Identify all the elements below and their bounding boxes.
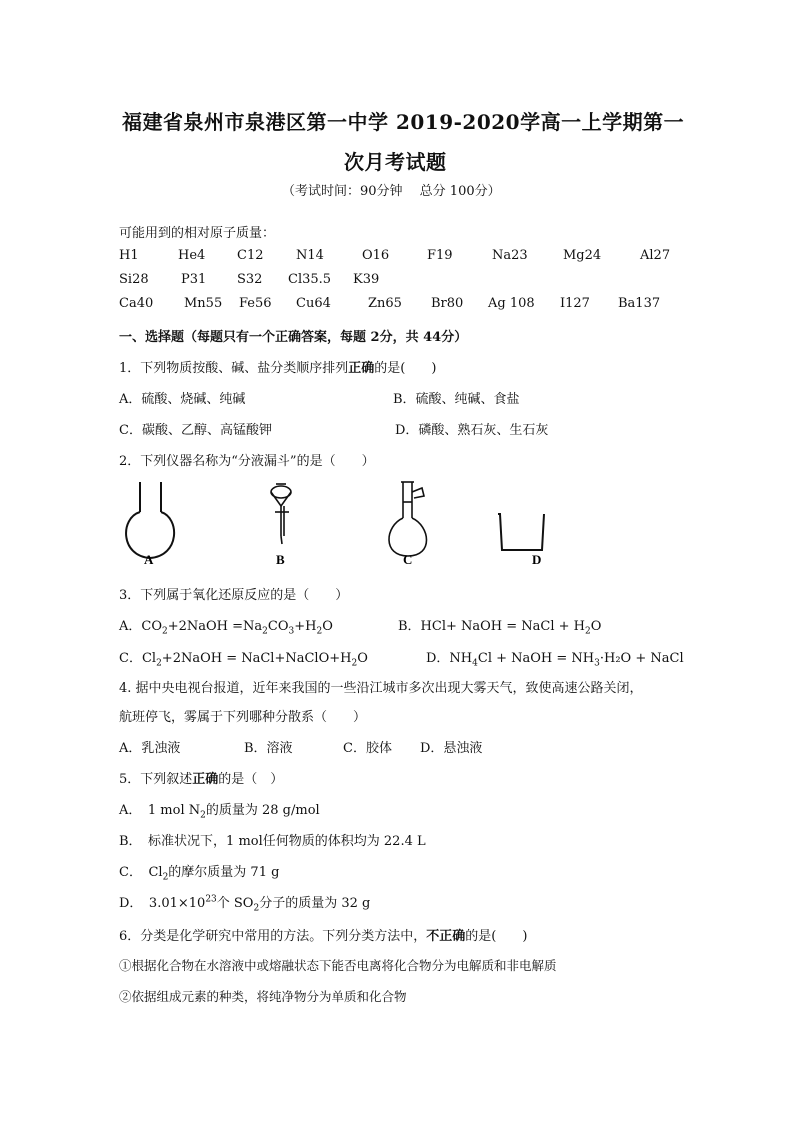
formula-text: O: [322, 619, 333, 634]
beaker-icon: [498, 514, 544, 550]
formula-text: +2NaOH =Na: [167, 619, 263, 634]
subscript: 2: [585, 626, 591, 637]
stem-text: 的是( ): [465, 929, 528, 944]
subscript: 2: [156, 658, 162, 669]
q1-option-a: A．硫酸、烧碱、纯碱: [119, 392, 246, 407]
q3-option-b: [398, 615, 601, 637]
q3-option-a: [119, 615, 333, 637]
q5-option-c: [119, 861, 279, 883]
formula-text: +2NaOH = NaCl+NaClO+H: [161, 651, 352, 666]
q5-option-d: [119, 892, 370, 914]
q3-option-c: [119, 647, 368, 669]
atomic-mass: O16: [362, 248, 390, 263]
q4-option-a: A．乳浊液: [119, 741, 181, 756]
stem-text: 6．分类是化学研究中常用的方法。下列分类方法中，: [119, 929, 427, 944]
question-1-stem: [119, 357, 436, 376]
atomic-mass: Zn65: [368, 296, 402, 311]
volumetric-flask-icon: [389, 482, 427, 556]
q4-option-d: D．悬浊液: [420, 741, 483, 756]
atomic-mass: I127: [560, 296, 590, 311]
q5-option-a: [119, 799, 320, 821]
formula-text: Cl + NaOH = NH: [477, 651, 595, 666]
formula-text: O: [590, 619, 602, 634]
option-text: 的摩尔质量为 71 g: [168, 865, 280, 880]
q4-option-c: C．胶体: [343, 741, 392, 756]
subscript: 2: [316, 626, 323, 637]
formula-text: B．HCl+ NaOH = NaCl + H: [398, 619, 586, 634]
round-bottom-flask-icon: [126, 482, 174, 558]
subscript: 2: [253, 903, 260, 914]
option-text: 个 SO: [216, 896, 254, 911]
subscript: 3: [288, 626, 295, 637]
question-3-stem: 3．下列属于氧化还原反应的是（ ）: [119, 588, 349, 603]
subscript: 2: [200, 810, 206, 821]
q3-option-d: [426, 647, 684, 669]
stem-text: 的是（ ）: [218, 772, 284, 787]
stem-text: 1．下列物质按酸、碱、盐分类顺序排列: [119, 361, 349, 376]
q6-statement-1: ①根据化合物在水溶液中或熔融状态下能否电离将化合物分为电解质和非电解质: [119, 958, 557, 973]
question-2-stem: 2．下列仪器名称为“分液漏斗”的是（ ）: [119, 454, 375, 469]
formula-text: D．NH: [426, 651, 473, 666]
atomic-mass: Si28: [119, 272, 149, 287]
atomic-mass: Ag 108: [488, 296, 535, 311]
q4-option-b: B．溶液: [244, 741, 293, 756]
atomic-mass: K39: [353, 272, 380, 287]
atomic-mass: P31: [181, 272, 207, 287]
formula-text: O: [357, 651, 368, 666]
subscript: 3: [594, 658, 600, 669]
option-text: 分子的质量为 32 g: [259, 896, 371, 911]
q5-option-b: B． 标准状况下，1 mol任何物质的体积均为 22.4 L: [119, 834, 426, 849]
stem-text: 5．下列叙述: [119, 772, 193, 787]
subscript: 4: [472, 658, 478, 669]
superscript: 23: [205, 894, 217, 905]
atomic-mass: Al27: [640, 248, 671, 263]
subscript: 2: [162, 626, 168, 637]
question-5-stem: [119, 768, 283, 787]
apparatus-label-a: A: [144, 552, 154, 567]
formula-text: A．CO: [119, 619, 162, 634]
atomic-mass: Fe56: [239, 296, 272, 311]
subscript: 2: [262, 626, 268, 637]
formula-text: C．Cl: [119, 651, 157, 666]
apparatus-label-b: B: [276, 552, 285, 567]
question-4-stem-line1: 4. 据中央电视台报道，近年来我国的一些沿江城市多次出现大雾天气，致使高速公路关闭，: [119, 681, 643, 696]
atomic-mass: N14: [296, 248, 324, 263]
formula-text: ·H₂O + NaCl: [599, 651, 684, 666]
apparatus-label-c: C: [403, 552, 413, 567]
q1-option-d: D．磷酸、熟石灰、生石灰: [395, 423, 549, 438]
page-title: 福建省泉州市泉港区第一中学 2019-2020学高一上学期第一: [122, 110, 685, 134]
formula-text: +H: [294, 619, 317, 634]
atomic-mass: Mg24: [563, 248, 602, 263]
page-title-line2: 次月考试题: [344, 150, 447, 174]
atomic-mass: Ba137: [618, 296, 661, 311]
atomic-mass: F19: [427, 248, 453, 263]
stem-emphasis: 正确: [348, 361, 375, 376]
option-text: D． 3.01×10: [119, 896, 206, 911]
atomic-mass: Na23: [492, 248, 528, 263]
atomic-mass: H1: [119, 248, 139, 263]
option-text: A． 1 mol N: [119, 803, 201, 818]
atomic-mass: Mn55: [184, 296, 223, 311]
separatory-funnel-icon: [271, 484, 291, 544]
q1-option-b: B．硫酸、纯碱、食盐: [393, 392, 520, 407]
atomic-mass: Br80: [431, 296, 464, 311]
section-heading: 一、选择题（每题只有一个正确答案，每题 2分，共 44分）: [119, 330, 468, 345]
atomic-mass: Cu64: [296, 296, 331, 311]
atomic-mass-label: 可能用到的相对原子质量：: [119, 226, 276, 241]
atomic-mass: C12: [237, 248, 264, 263]
exam-info: （考试时间：90分钟 总分 100分）: [282, 184, 501, 199]
subscript: 2: [162, 872, 169, 883]
question-4-stem-line2: 航班停飞，雾属于下列哪种分散系（ ）: [119, 710, 367, 725]
q1-option-c: C．碳酸、乙醇、高锰酸钾: [119, 423, 272, 438]
question-6-stem: [119, 925, 527, 944]
formula-text: CO: [267, 619, 289, 634]
atomic-mass: He4: [178, 248, 206, 263]
q6-statement-2: ②依据组成元素的种类，将纯净物分为单质和化合物: [119, 989, 407, 1004]
apparatus-figure: [110, 478, 580, 570]
atomic-mass: Cl35.5: [288, 272, 332, 287]
stem-text: 的是( ): [374, 361, 437, 376]
atomic-mass: S32: [237, 272, 263, 287]
atomic-mass: Ca40: [119, 296, 154, 311]
apparatus-label-d: D: [532, 552, 542, 567]
stem-emphasis: 不正确: [426, 929, 466, 944]
option-text: C． Cl: [119, 865, 163, 880]
option-text: 的质量为 28 g/mol: [205, 803, 320, 818]
stem-emphasis: 正确: [192, 772, 219, 787]
subscript: 2: [351, 658, 358, 669]
